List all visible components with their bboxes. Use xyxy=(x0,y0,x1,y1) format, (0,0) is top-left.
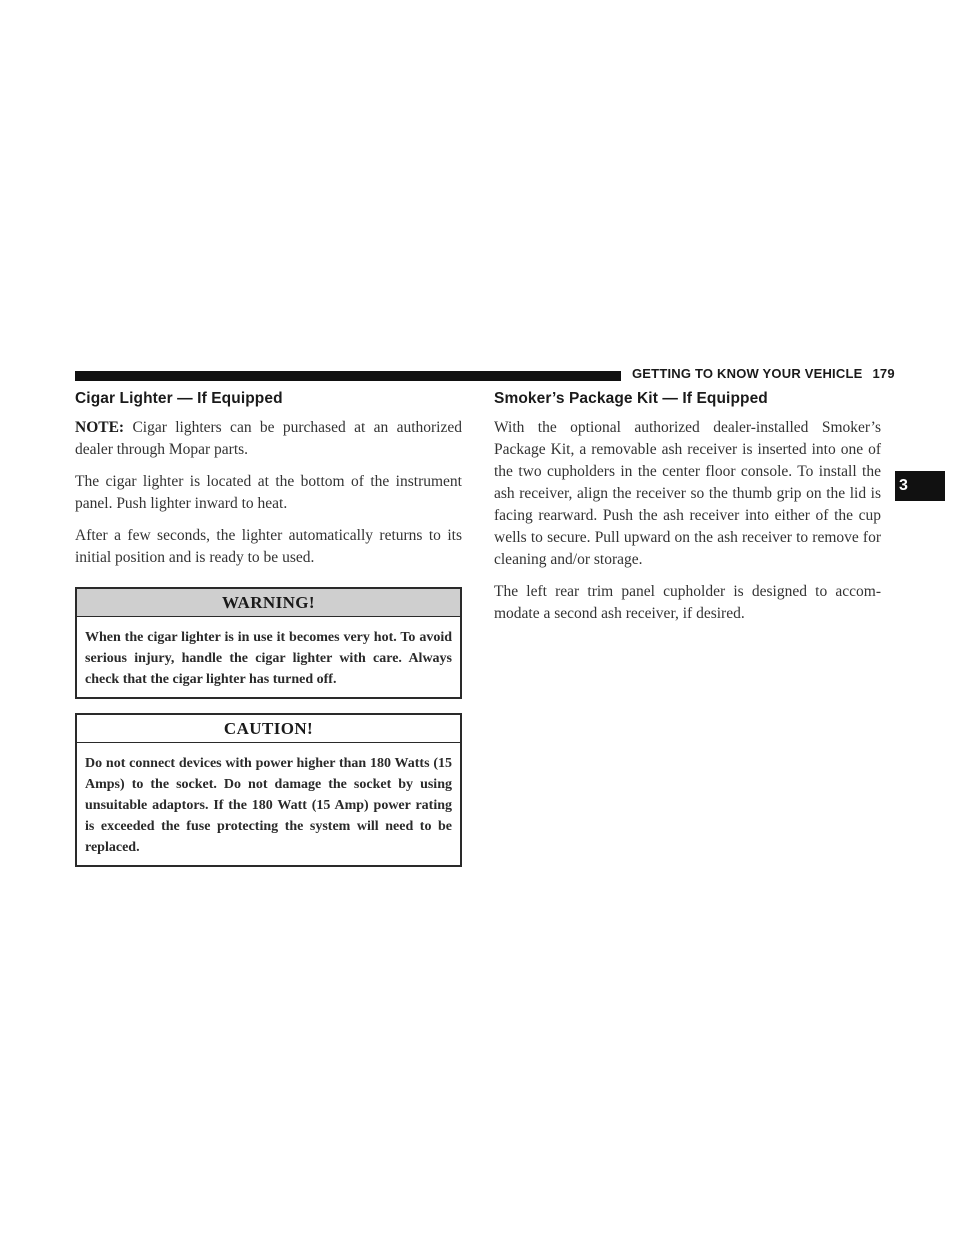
warning-body: When the cigar lighter is in use it becomes very hot. To avoid serious injury, handle the cigar lighter with care. Always check that the cigar lighter has turned off. xyxy=(85,630,452,687)
header-rule xyxy=(75,371,621,381)
cupholder-paragraph: The left rear trim panel cupholder is designed to accom-modate a second ash receiver, if desired. xyxy=(494,583,881,622)
warning-box xyxy=(75,587,462,699)
lighter-return-paragraph: After a few seconds, the lighter automatically returns to its initial position and is ready to be used. xyxy=(75,527,462,566)
section-title: GETTING TO KNOW YOUR VEHICLE xyxy=(632,366,863,381)
note-paragraph xyxy=(75,417,462,461)
caution-box xyxy=(75,713,462,867)
running-header xyxy=(632,366,895,381)
note-label: NOTE: xyxy=(75,419,125,436)
chapter-tab: 3 xyxy=(895,471,945,501)
left-column xyxy=(75,390,462,867)
lighter-location-paragraph: The cigar lighter is located at the bottom of the instrument panel. Push lighter inward to heat. xyxy=(75,473,462,512)
note-text: Cigar lighters can be purchased at an authorized dealer through Mopar parts. xyxy=(75,419,462,458)
page-number: 179 xyxy=(872,366,895,381)
cigar-lighter-heading: Cigar Lighter — If Equipped xyxy=(75,390,283,407)
smokers-kit-heading: Smoker’s Package Kit — If Equipped xyxy=(494,390,768,407)
caution-title: CAUTION! xyxy=(77,715,460,743)
right-column xyxy=(494,390,881,635)
warning-title: WARNING! xyxy=(77,589,460,617)
caution-body: Do not connect devices with power higher than 180 Watts (15 Amps) to the socket. Do not damage the socket by using unsuitable adaptors. If the 180 Watt (15 Amp) power rating is exceeded the fuse protecting the system will need to be replaced. xyxy=(85,756,452,855)
smokers-kit-paragraph: With the optional authorized dealer-installed Smoker’s Package Kit, a removable ash receiver is inserted into one of the two cupholders in the center floor console. To install the ash receiver, align the receiver so the thumb grip on the lid is facing rearward. Push the ash receiver into either of the cup wells to secure. Pull upward on the ash receiver to remove for cleaning and/or storage. xyxy=(494,419,881,568)
